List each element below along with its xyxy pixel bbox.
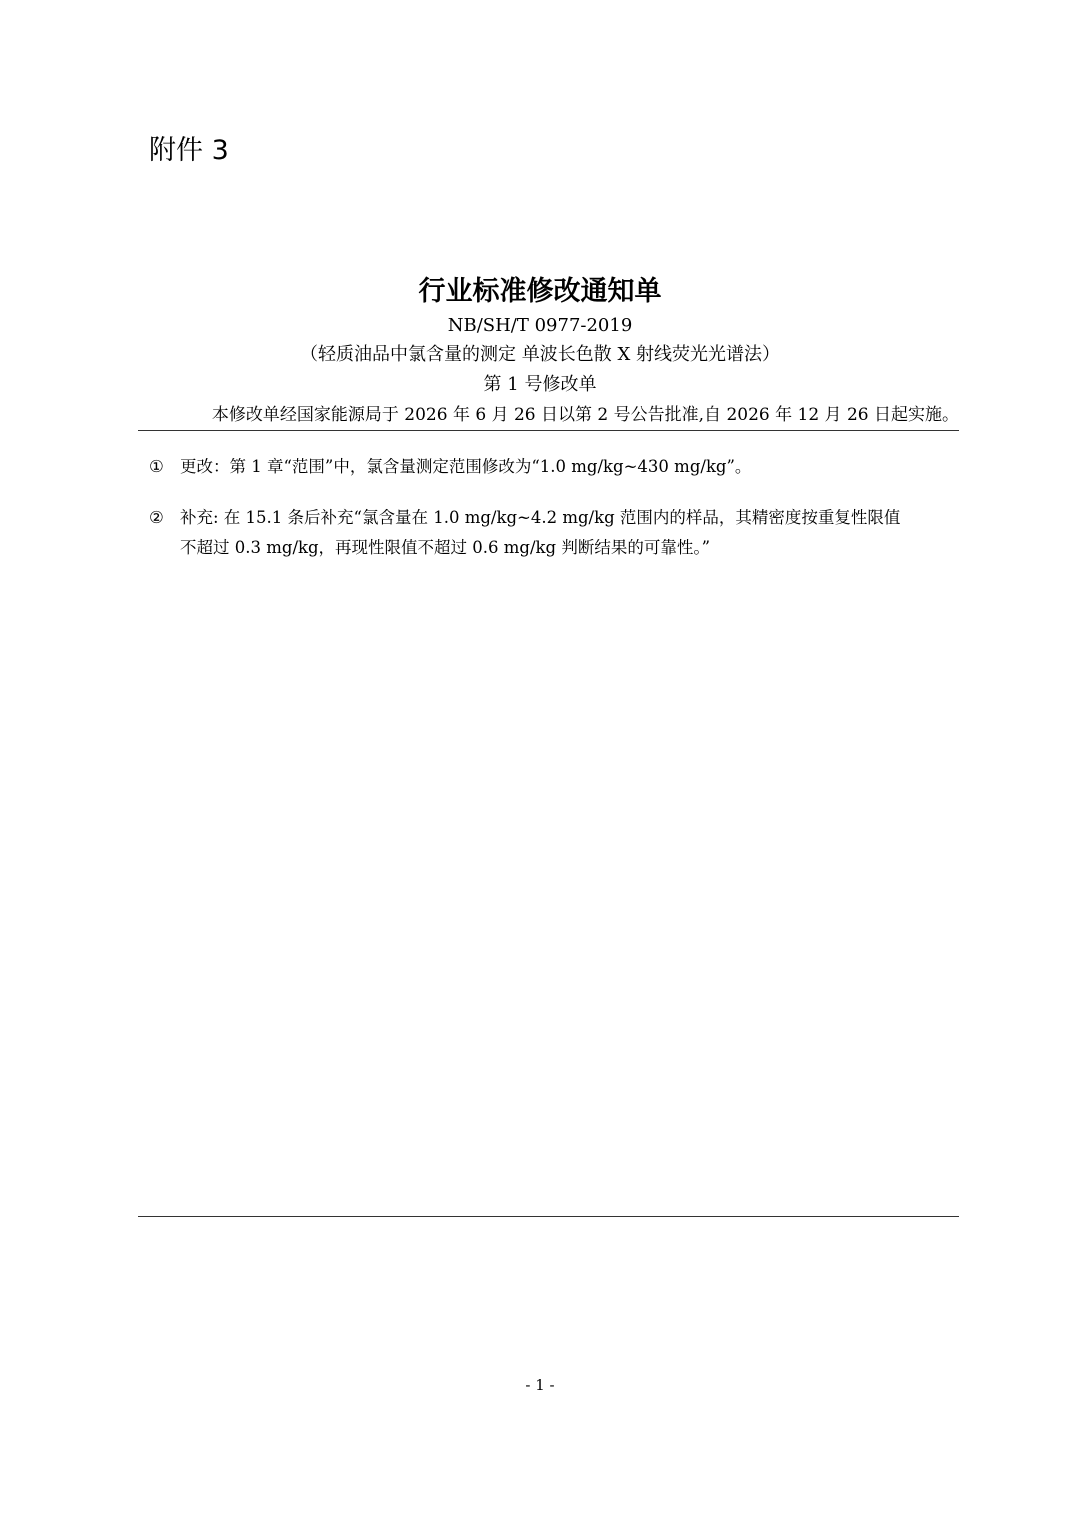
item-text: 补充: 在 15.1 条后补充“氯含量在 1.0 mg/kg~4.2 mg/kg 范围内的样品，其精密度按重复性限值 不超过 0.3 mg/kg，再现性限值不超过 0.6 mg/kg 判断结果的可靠性。” <box>180 508 901 557</box>
standard-name: （轻质油品中氯含量的测定 单波长色散 X 射线荧光光谱法） <box>300 344 780 365</box>
item-text: 更改：第 1 章“范围”中，氯含量测定范围修改为“1.0 mg/kg~430 mg/kg”。 <box>180 457 752 476</box>
item-number-marker: ② <box>149 508 164 527</box>
amendment-item <box>149 503 959 563</box>
amendment-number: 第 1 号修改单 <box>483 374 597 395</box>
bottom-divider <box>138 1216 959 1217</box>
approval-statement: 本修改单经国家能源局于 2026 年 6 月 26 日以第 2 号公告批准,自 2026 年 12 月 26 日起实施。 <box>211 405 959 425</box>
notice-title: 行业标准修改通知单 <box>418 276 662 307</box>
top-divider <box>138 430 959 431</box>
page-number: - 1 - <box>525 1376 555 1394</box>
amendment-item <box>149 452 959 482</box>
item-number-marker: ① <box>149 457 164 476</box>
standard-number: NB/SH/T 0977-2019 <box>447 315 633 336</box>
attachment-label: 附件 3 <box>149 135 229 166</box>
